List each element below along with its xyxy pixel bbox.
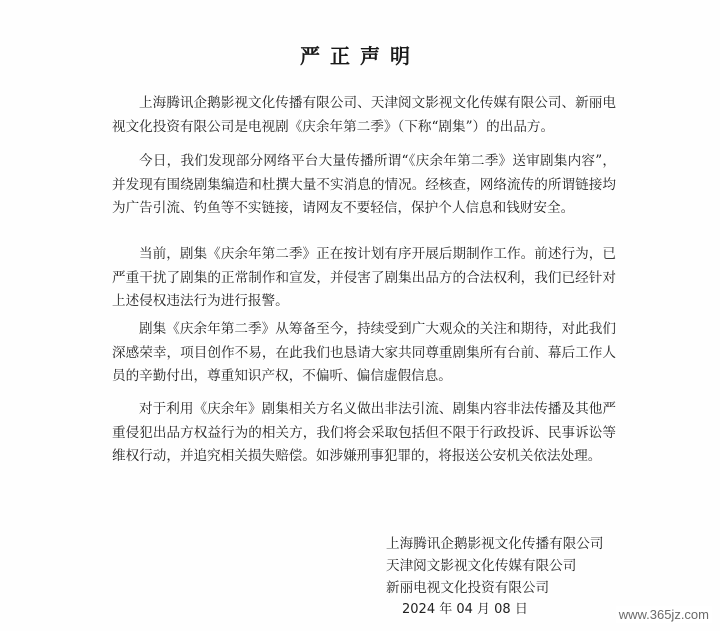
- signature-block: [386, 533, 636, 621]
- signature-date: 2024 年 04 月 08 日: [402, 602, 528, 617]
- paragraph-appreciation: 剧集《庆余年第二季》从筹备至今，持续受到广大观众的关注和期待，对此我们深感荣幸，项目创作不易，在此我们也恳请大家共同尊重剧集所有台前、幕后工作人员的辛勤付出，尊重知识产权，不偏听、偏信虚假信息。: [112, 321, 616, 384]
- site-watermark: www.365jz.com: [616, 606, 712, 623]
- signature-company-tencent: 上海腾讯企鹅影视文化传播有限公司: [386, 536, 604, 552]
- document-title: 严正声明: [300, 44, 420, 68]
- signature-company-yuewen: 天津阅文影视文化传媒有限公司: [386, 558, 577, 574]
- signature-company-xinli: 新丽电视文化投资有限公司: [386, 580, 550, 596]
- paragraph-producers: 上海腾讯企鹅影视文化传播有限公司、天津阅文影视文化传媒有限公司、新丽电视文化投资有限公司是电视剧《庆余年第二季》（下称“剧集”）的出品方。: [112, 95, 616, 135]
- paragraph-production-status: 当前，剧集《庆余年第二季》正在按计划有序开展后期制作工作。前述行为，已严重干扰了剧集的正常制作和宣发，并侵害了剧集出品方的合法权利，我们已经针对上述侵权违法行为进行报警。: [112, 246, 616, 309]
- paragraph-legal-action: 对于利用《庆余年》剧集相关方名义做出非法引流、剧集内容非法传播及其他严重侵犯出品方权益行为的相关方，我们将会采取包括但不限于行政投诉、民事诉讼等维权行动，并追究相关损失赔偿。如涉嫌刑事犯罪的，将报送公安机关依法处理。: [112, 401, 616, 464]
- paragraph-fake-links: 今日，我们发现部分网络平台大量传播所谓“《庆余年第二季》送审剧集内容”，并发现有围绕剧集编造和杜撰大量不实消息的情况。经核查，网络流传的所谓链接均为广告引流、钓鱼等不实链接，请网友不要轻信，保护个人信息和钱财安全。: [112, 153, 616, 216]
